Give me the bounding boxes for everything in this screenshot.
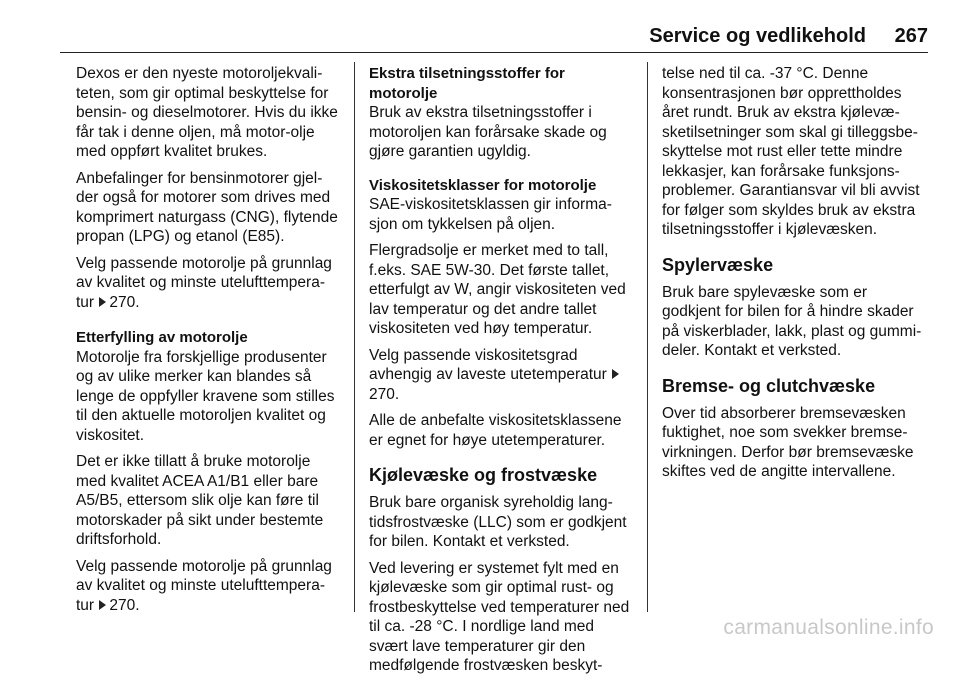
paragraph: Det er ikke tillatt å bruke motorolje med kvalitet ACEA A1/B1 eller bare A5/B5, ettersom slik olje kan føre til motorskader på sikt under bestemte driftsforhold.: [76, 453, 324, 548]
heading-brake: Bremse- og clutchvæske: [662, 375, 876, 396]
paragraph: Alle de anbefalte viskositetsklassene er egnet for høye utetemperaturer.: [369, 412, 622, 449]
page-ref[interactable]: 270.: [109, 293, 140, 311]
paragraph-with-ref: [76, 254, 342, 313]
paragraph: SAE-viskositetsklassen gir informa-sjon om tykkelsen på oljen.: [369, 196, 612, 233]
paragraph-text: Velg passende viskositetsgrad avhengig av laveste utetemperatur: [369, 346, 607, 383]
watermark: carmanualsonline.info: [723, 616, 934, 639]
heading-viscosity: Viskositetsklasser for motorolje: [369, 176, 597, 194]
paragraph: Flergradsolje er merket med to tall, f.eks. SAE 5W-30. Det første tallet, etterfulgt av W, angir viskositeten ved lav temperatur og det andre tallet viskositeten ved høy temperatur.: [369, 242, 626, 337]
page-ref-arrow-icon: [612, 369, 619, 379]
paragraph-with-ref: [76, 557, 342, 616]
column-2: [369, 64, 633, 683]
heading-refill: Etterfylling av motorolje: [76, 329, 248, 346]
page-number: 267: [894, 25, 928, 47]
column-1: [76, 64, 342, 622]
heading-additives: Ekstra tilsetningsstoffer for motorolje: [369, 65, 565, 102]
header-title: Service og vedlikehold: [649, 25, 866, 47]
paragraph: Ved levering er systemet fylt med en kjølevæske som gir optimal rust- og frostbeskyttelse ved temperaturer ned til ca. -28 °C. I nordlige land med svært lave temperaturer gir den medfølgende frostvæsken beskyt-: [369, 559, 630, 674]
paragraph: Motorolje fra forskjellige produsenter og av ulike merker kan blandes så lenge de oppfyller kravene som stilles til den aktuelle motoroljen kvalitet og viskositet.: [76, 348, 335, 444]
paragraph: telse ned til ca. -37 °C. Denne konsentrasjonen bør opprettholdes året rundt. Bruk av ekstra kjølevæ-sketilsetninger som skal gi tilleggsbe-skyttelse mot rust eller tette mindre lekkasjer, kan forårsake funksjons-problemer. Garantiansvar vil bli avvist for følger som skyldes bruk av ekstra tilsetningsstoffer i kjølevæsken.: [662, 65, 920, 238]
page-ref-arrow-icon: [99, 297, 106, 307]
page-ref[interactable]: 270.: [369, 385, 400, 403]
column-divider-2: [647, 62, 648, 612]
paragraph: Dexos er den nyeste motoroljekvali-teten, som gir optimal beskyttelse for bensin- og dieselmotorer. Hvis du ikke får tak i denne oljen, må motor-olje med oppført kvalitet brukes.: [76, 65, 338, 160]
paragraph-with-ref: [369, 346, 633, 405]
page-header: [60, 22, 928, 53]
paragraph: Bruk bare organisk syreholdig lang-tidsfrostvæske (LLC) som er godkjent for bilen. Kontakt et verksted.: [369, 494, 627, 550]
heading-washer: Spylervæske: [662, 254, 774, 275]
paragraph: Anbefalinger for bensinmotorer gjel-der også for motorer som drives med komprimert naturgass (CNG), flytende propan (LPG) og etanol (E85).: [76, 169, 338, 245]
column-divider-1: [354, 62, 355, 612]
paragraph: Over tid absorberer bremsevæsken fuktighet, noe som svekker bremse-virkningen. Derfor bør bremsevæske skiftes ved de angitte intervallene.: [662, 404, 914, 480]
page-ref-arrow-icon: [99, 600, 106, 610]
heading-coolant: Kjølevæske og frostvæske: [369, 465, 598, 485]
column-3: [662, 64, 928, 489]
paragraph-text: Velg passende motorolje på grunnlag av kvalitet og minste utelufttempera-tur: [76, 254, 332, 311]
paragraph-text: Velg passende motorolje på grunnlag av kvalitet og minste utelufttempera-tur: [76, 557, 332, 614]
page-ref[interactable]: 270.: [109, 596, 140, 614]
paragraph: Bruk bare spylevæske som er godkjent for bilen for å hindre skader på viskerblader, lakk, plast og gummi-deler. Kontakt et verksted.: [662, 283, 922, 359]
paragraph: Bruk av ekstra tilsetningsstoffer i motoroljen kan forårsake skade og gjøre garantien ugyldig.: [369, 104, 607, 160]
